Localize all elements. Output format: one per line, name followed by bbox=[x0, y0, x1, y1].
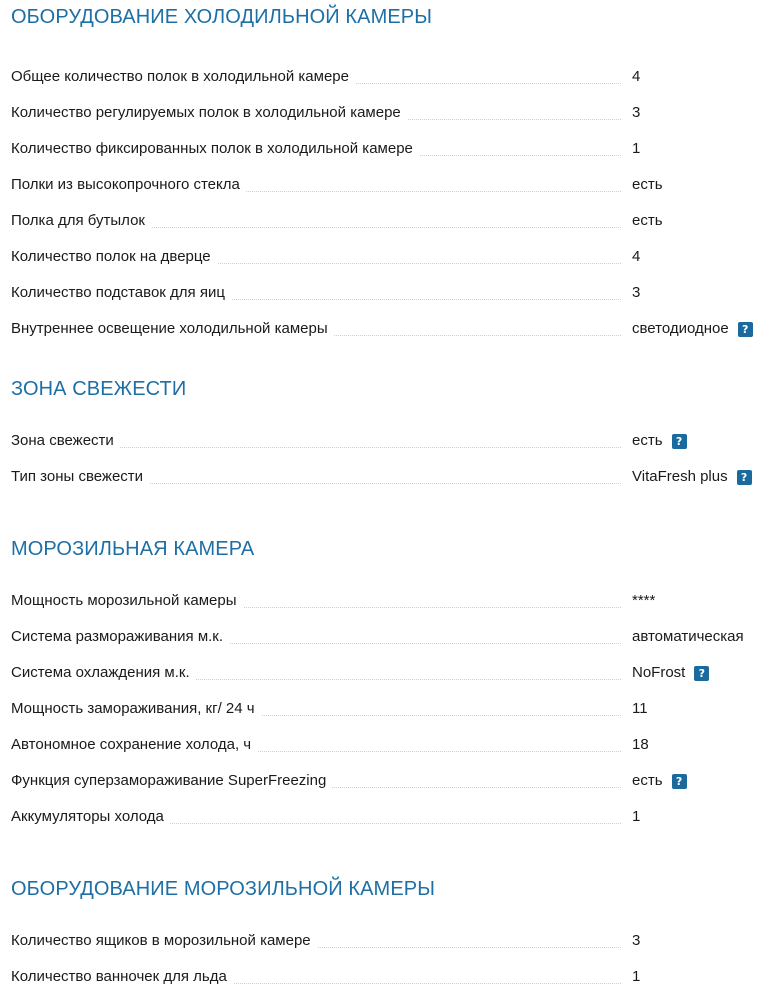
spec-value-text: 3 bbox=[632, 104, 641, 121]
spec-value-text: VitaFresh plus bbox=[632, 468, 728, 485]
spec-name: Количество ящиков в морозильной камере bbox=[11, 932, 317, 950]
spec-row bbox=[11, 691, 763, 727]
spec-name: Количество полок на дверце bbox=[11, 248, 217, 266]
spec-row bbox=[11, 583, 763, 619]
spec-row bbox=[11, 59, 763, 95]
spec-row bbox=[11, 95, 763, 131]
spec-group-freshness-zone bbox=[11, 423, 763, 495]
spec-name: Зона свежести bbox=[11, 432, 120, 450]
spec-name: Количество ванночек для льда bbox=[11, 968, 233, 986]
spec-row bbox=[11, 459, 763, 495]
spec-value-text: NoFrost bbox=[632, 664, 686, 681]
help-icon[interactable]: ? bbox=[738, 322, 753, 337]
spec-group-freezer-equipment bbox=[11, 923, 763, 995]
specs-list bbox=[11, 0, 763, 995]
spec-value bbox=[632, 212, 663, 230]
spec-value-text: есть bbox=[632, 212, 663, 229]
spec-name: Система размораживания м.к. bbox=[11, 628, 229, 646]
spec-group-fridge-equipment bbox=[11, 59, 763, 347]
spec-name: Общее количество полок в холодильной камере bbox=[11, 68, 355, 86]
spec-row bbox=[11, 799, 763, 835]
spec-name: Система охлаждения м.к. bbox=[11, 664, 196, 682]
section-title-freezer-equipment: ОБОРУДОВАНИЕ МОРОЗИЛЬНОЙ КАМЕРЫ bbox=[11, 878, 435, 900]
spec-name: Количество подставок для яиц bbox=[11, 284, 231, 302]
spec-value-text: есть bbox=[632, 432, 663, 449]
spec-row bbox=[11, 727, 763, 763]
spec-value bbox=[632, 700, 648, 718]
spec-value-text: 1 bbox=[632, 808, 641, 825]
spec-name: Полка для бутылок bbox=[11, 212, 151, 230]
spec-value bbox=[632, 628, 744, 646]
spec-row bbox=[11, 167, 763, 203]
spec-value bbox=[632, 468, 752, 486]
spec-row bbox=[11, 131, 763, 167]
spec-name: Мощность замораживания, кг/ 24 ч bbox=[11, 700, 261, 718]
spec-row bbox=[11, 655, 763, 691]
spec-name: Количество фиксированных полок в холодильной камере bbox=[11, 140, 419, 158]
spec-value bbox=[632, 932, 640, 950]
spec-name: Аккумуляторы холода bbox=[11, 808, 170, 826]
spec-value-text: 3 bbox=[632, 284, 641, 301]
spec-row bbox=[11, 423, 763, 459]
spec-value-text: 4 bbox=[632, 68, 641, 85]
spec-value-text: светодиодное bbox=[632, 320, 729, 337]
spec-value bbox=[632, 808, 640, 826]
spec-row bbox=[11, 239, 763, 275]
spec-value-text: 1 bbox=[632, 140, 641, 157]
spec-value-text: 11 bbox=[632, 700, 648, 717]
spec-row bbox=[11, 959, 763, 995]
spec-row bbox=[11, 763, 763, 799]
spec-value bbox=[632, 248, 640, 266]
section-title-freshness-zone: ЗОНА СВЕЖЕСТИ bbox=[11, 378, 187, 400]
spec-value-text: 1 bbox=[632, 968, 641, 985]
help-icon[interactable]: ? bbox=[672, 434, 687, 449]
spec-value bbox=[632, 736, 649, 754]
help-icon[interactable]: ? bbox=[737, 470, 752, 485]
spec-value bbox=[632, 592, 655, 610]
spec-name: Количество регулируемых полок в холодильной камере bbox=[11, 104, 407, 122]
spec-value bbox=[632, 140, 640, 158]
spec-value bbox=[632, 104, 640, 122]
spec-name: Мощность морозильной камеры bbox=[11, 592, 243, 610]
spec-value bbox=[632, 68, 640, 86]
spec-value bbox=[632, 284, 640, 302]
spec-value bbox=[632, 968, 640, 986]
help-icon[interactable]: ? bbox=[694, 666, 709, 681]
spec-name: Функция суперзамораживание SuperFreezing bbox=[11, 772, 332, 790]
spec-row bbox=[11, 619, 763, 655]
spec-group-freezer bbox=[11, 583, 763, 835]
spec-name: Автономное сохранение холода, ч bbox=[11, 736, 257, 754]
spec-row bbox=[11, 203, 763, 239]
spec-value bbox=[632, 664, 709, 682]
spec-value bbox=[632, 432, 687, 450]
spec-value-text: 18 bbox=[632, 736, 649, 753]
spec-value-text: 3 bbox=[632, 932, 641, 949]
spec-name: Полки из высокопрочного стекла bbox=[11, 176, 246, 194]
spec-value-text: **** bbox=[632, 592, 656, 609]
spec-row bbox=[11, 923, 763, 959]
help-icon[interactable]: ? bbox=[672, 774, 687, 789]
spec-value-text: 4 bbox=[632, 248, 641, 265]
spec-value-text: есть bbox=[632, 772, 663, 789]
spec-value bbox=[632, 772, 687, 790]
section-title-freezer: МОРОЗИЛЬНАЯ КАМЕРА bbox=[11, 538, 255, 560]
spec-value bbox=[632, 320, 753, 338]
spec-name: Тип зоны свежести bbox=[11, 468, 149, 486]
spec-row bbox=[11, 311, 763, 347]
spec-name: Внутреннее освещение холодильной камеры bbox=[11, 320, 334, 338]
spec-value-text: автоматическая bbox=[632, 628, 744, 645]
spec-value bbox=[632, 176, 663, 194]
spec-row bbox=[11, 275, 763, 311]
section-title-fridge-equipment: ОБОРУДОВАНИЕ ХОЛОДИЛЬНОЙ КАМЕРЫ bbox=[11, 6, 433, 28]
spec-value-text: есть bbox=[632, 176, 663, 193]
